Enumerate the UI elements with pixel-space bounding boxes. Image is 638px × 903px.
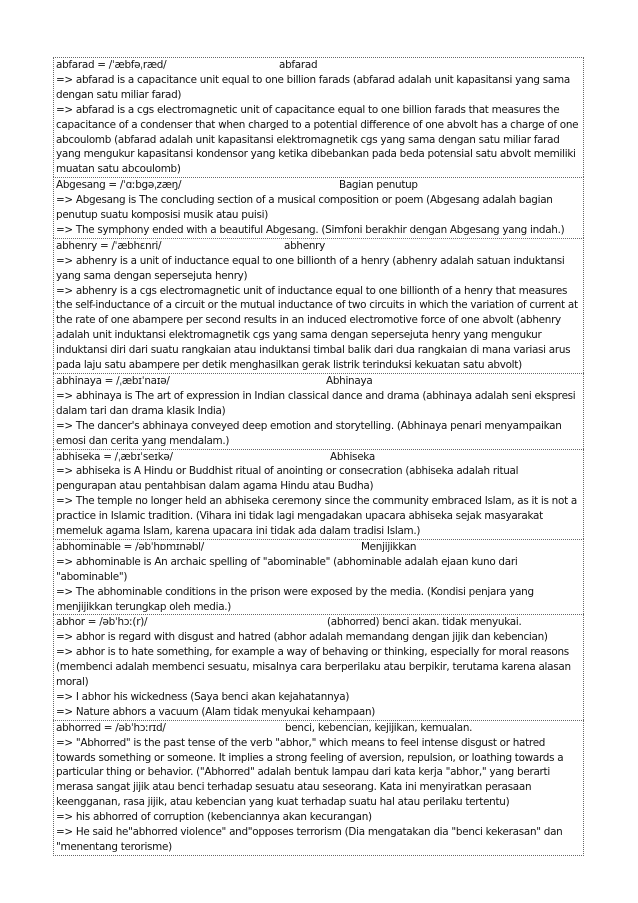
entry-abhenry — [53, 238, 584, 373]
entry-abfarad — [53, 57, 584, 177]
entry-line: => I abhor his wickedness (Saya benci akan kejahatannya) — [56, 690, 350, 703]
entry-translation: benci, kebencian, kejijikan, kemualan. — [285, 721, 473, 734]
entry-translation: Menjijikkan — [361, 540, 417, 553]
entry-translation: Abhinaya — [326, 374, 373, 387]
entry-abhominable — [53, 539, 584, 615]
entry-term: abhorred = /əbˈhɔːrɪd/ — [56, 721, 166, 734]
entry-abhor — [53, 614, 584, 719]
entry-term: abhor = /əbˈhɔː(r)/ — [56, 616, 148, 629]
entry-term: abhiseka = /ˌæbɪˈseɪkə/ — [56, 450, 173, 463]
entry-line: => abhor is regard with disgust and hatred (abhor adalah memandang dengan jijik dan kebencian) — [56, 631, 548, 644]
entry-header — [56, 721, 581, 736]
entry-translation: abfarad — [279, 59, 318, 71]
entry-term: abhominable = /əbˈhɒmɪnəbl/ — [56, 540, 204, 553]
entry-abhiseka — [53, 449, 584, 539]
entry-line: => abfarad is a cgs electromagnetic unit of capacitance equal to one billion farads that measures the capacitance of a condenser that when charged to a potential difference of one abvolt has a charge of one abcoulomb (abfarad adalah unit kapasitansi elektromagnetik cgs yang sama dengan satu miliar farad yang mengukur kapasitansi kondensor yang ketika dibebankan pada beda potensial satu abvolt memiliki muatan satu abcoulomb) — [56, 103, 579, 176]
entry-line: => abhominable is An archaic spelling of "abominable" (abhominable adalah ejaan kuno dari "abominable") — [56, 555, 518, 583]
entry-line: => The temple no longer held an abhiseka ceremony since the community embraced Islam, as it is not a practice in Islamic tradition. (Vihara ini tidak lagi mengadakan upacara abhiseka sejak masyarakat memeluk agama Islam, karena upacara ini tidak ada dalam tradisi Islam.) — [56, 495, 577, 538]
entry-line: => abfarad is a capacitance unit equal to one billion farads (abfarad adalah unit kapasitansi yang sama dengan satu miliar farad) — [56, 73, 570, 101]
entry-header — [56, 239, 581, 254]
entry-line: => He said he"abhorred violence" and"opposes terrorism (Dia mengatakan dia "benci kekerasan" dan "menentang terorisme) — [56, 826, 563, 853]
entry-line: => abhiseka is A Hindu or Buddhist ritual of anointing or consecration (abhiseka adalah ritual pengurapan atau pentahbisan dalam agama Hindu atau Budha) — [56, 465, 519, 493]
entry-line: => The symphony ended with a beautiful Abgesang. (Simfoni berakhir dengan Abgesang yang indah.) — [56, 223, 565, 236]
dictionary-page — [53, 57, 584, 856]
entry-line: => The dancer's abhinaya conveyed deep emotion and storytelling. (Abhinaya penari menyampaikan emosi dan cerita yang mendalam.) — [56, 419, 562, 447]
entry-abgesang — [53, 177, 584, 238]
entry-line: => abhenry is a unit of inductance equal to one billionth of a henry (abhenry adalah satuan induktansi yang sama dengan sepersejuta henry) — [56, 254, 565, 282]
entry-term: abhenry = /ˈæbhɛnri/ — [56, 239, 162, 252]
entry-header — [56, 540, 581, 555]
entry-line: => abhenry is a cgs electromagnetic unit of inductance equal to one billionth of a henry that measures the self-inductance of a circuit or the mutual inductance of two circuits in which the variation of current at the rate of one abampere per second results in an induced electromotive force of one abvolt (abhenry adalah unit induktansi elektromagnetik cgs yang sama dengan sepersejuta henry yang mengukur induktansi diri dari suatu rangkaian atau induktansi timbal balik dari dua rangkaian di mana variasi arus pada laju satu abampere per detik menghasilkan gerak listrik terinduksi kekuatan satu abvolt) — [56, 284, 578, 372]
entry-translation: (abhorred) benci akan. tidak menyukai. — [327, 616, 522, 629]
entry-header — [56, 178, 581, 193]
entry-line: => The abhominable conditions in the prison were exposed by the media. (Kondisi penjara yang menjijikkan terungkap oleh media.) — [56, 585, 534, 613]
entry-line: => Abgesang is The concluding section of a musical composition or poem (Abgesang adalah bagian penutup suatu komposisi musik atau puisi) — [56, 194, 553, 222]
entry-term: abfarad = /ˈæbfəˌræd/ — [56, 59, 167, 71]
entry-abhinaya — [53, 373, 584, 449]
entry-translation: abhenry — [284, 239, 325, 252]
entry-abhorred — [53, 720, 584, 856]
entry-line: => abhor is to hate something, for example a way of behaving or thinking, especially for moral reasons (membenci adalah membenci sesuatu, misalnya cara berperilaku atau berpikir, terutama karena alasan moral) — [56, 646, 571, 689]
entry-header — [56, 450, 581, 465]
entry-line: => Nature abhors a vacuum (Alam tidak menyukai kehampaan) — [56, 705, 376, 718]
entry-translation: Abhiseka — [330, 450, 375, 463]
entry-term: abhinaya = /ˌæbɪˈnaɪə/ — [56, 374, 170, 387]
entry-header — [56, 58, 581, 73]
entry-line: => "Abhorred" is the past tense of the verb "abhor," which means to feel intense disgust or hatred towards something or someone. It implies a strong feeling of aversion, repulsion, or loathing towards a particular thing or behavior. ("Abhorred" adalah bentuk lampau dari kata kerja "abhor," yang berarti merasa sangat jijik atau benci terhadap sesuatu atau seseorang. Kata ini menyiratkan perasaan keengganan, rasa jijik, atau kebencian yang kuat terhadap suatu hal atau perilaku tertentu) — [56, 736, 564, 809]
entry-line: => abhinaya is The art of expression in Indian classical dance and drama (abhinaya adalah seni ekspresi dalam tari dan drama klasik India) — [56, 389, 576, 417]
entry-term: Abgesang = /ˈɑːbgəˌzæŋ/ — [56, 179, 182, 192]
entry-line: => his abhorred of corruption (kebenciannya akan kecurangan) — [56, 811, 372, 824]
entry-header — [56, 615, 581, 630]
entry-translation: Bagian penutup — [339, 179, 418, 192]
entry-header — [56, 374, 581, 389]
